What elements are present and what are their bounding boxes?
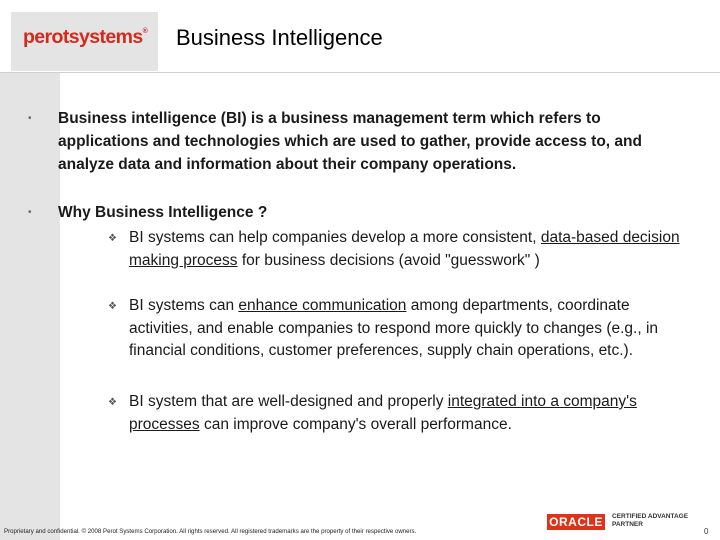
logo-panel [11,12,158,71]
left-sidebar [0,73,60,540]
page-number: 0 [704,527,709,536]
diamond-bullet-icon: ❖ [108,233,117,244]
emphasis-underline: enhance communication [238,297,407,314]
bullet-icon: • [28,207,32,218]
oracle-partner-label: CERTIFIED ADVANTAGE PARTNER [612,513,689,528]
sub-bullet-item: ❖ BI systems can enhance communication among departments, coordinate activities, and enable companies to respond more quickly to changes (e.g., in financial conditions, customer preferences, supply chain operations, etc.). [108,297,659,359]
header-divider [0,72,720,73]
slide-title: Business Intelligence [176,25,383,50]
bullet-text: Why Business Intelligence ? [58,204,268,221]
diamond-bullet-icon: ❖ [108,397,117,408]
perot-systems-logo: perotsystems® [23,26,148,48]
bullet-text: Business intelligence (BI) is a business management term which refers to applications and technologies which are used to gather, provide access to, and analyze data and information about their company operations. [58,110,642,173]
emphasis-underline: data-based decision making process [129,229,680,269]
diamond-bullet-icon: ❖ [108,301,117,312]
bullet-icon: • [28,113,32,124]
sub-bullet-item: ❖ BI systems can help companies develop a more consistent, data-based decision making process for business decisions (avoid "guesswork" ) [108,229,680,269]
bullet-item [28,107,688,176]
sub-bullet-item: ❖ BI system that are well-designed and properly integrated into a company's processes can improve company's overall performance. [108,393,637,433]
footer-copyright: Proprietary and confidential. © 2008 Perot Systems Corporation. All rights reserved. All registered trademarks are the property of their respective owners. [4,528,417,535]
oracle-logo: ORACLE [547,514,605,530]
bullet-item [28,201,688,224]
emphasis-underline: integrated into a company's processes [129,393,637,433]
